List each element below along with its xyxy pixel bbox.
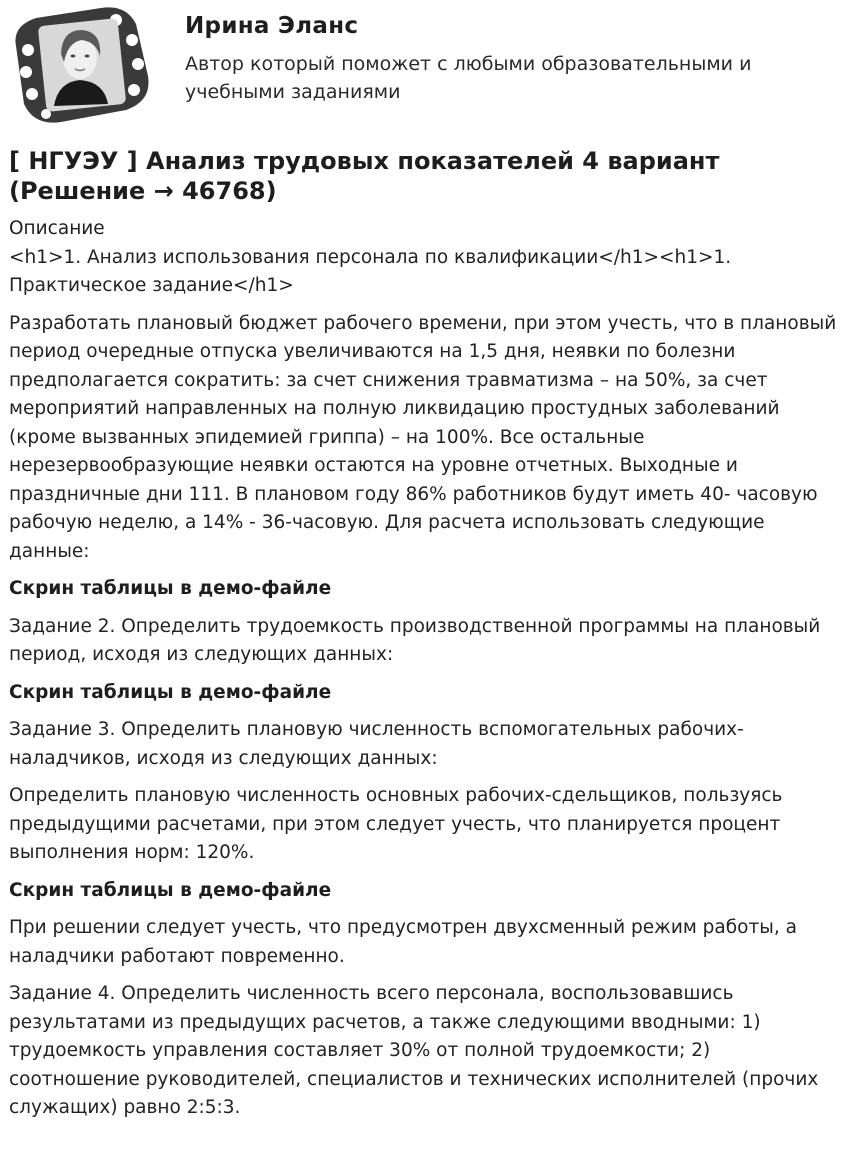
- author-description: Автор который поможет с любыми образовательными и учебными заданиями: [185, 53, 752, 103]
- author-name[interactable]: Ирина Эланс: [185, 13, 359, 39]
- author-info: [185, 11, 805, 106]
- description-paragraph: Задание 4. Определить численность всего персонала, воспользовавшись результатами из предыдущих расчетов, а также следующими вводными: 1) трудоемкость управления составляет 30% от полной трудоемкости; 2) соотношение руководителей, специалистов и технических исполнителей (прочих служащих) равно 2:5:3.: [9, 983, 819, 1118]
- description-label: Описание: [9, 218, 105, 239]
- product-content: [9, 146, 841, 1132]
- description-paragraph: При решении следует учесть, что предусмотрен двухсменный режим работы, а наладчики работают повременно.: [9, 917, 797, 967]
- demo-file-note: Скрин таблицы в демо-файле: [9, 879, 332, 901]
- author-photo-filmstrip-icon: [6, 6, 152, 126]
- demo-file-note: Скрин таблицы в демо-файле: [9, 681, 332, 703]
- demo-file-note: Скрин таблицы в демо-файле: [9, 578, 332, 599]
- page-title: [ НГУЭУ ] Анализ трудовых показателей 4 вариант (Решение → 46768): [9, 147, 720, 205]
- description-paragraph: Разработать плановый бюджет рабочего времени, при этом учесть, что в плановый период очередные отпуска увеличиваются на 1,5 дня, неявки по болезни предполагается сократить: за счет снижения травматизма – на 50%, за счет мероприятий направленных на полную ликвидацию простудных заболеваний (кроме вызванных эпидемией гриппа) – на 100%. Все остальные нерезервообразующие неявки остаются на уровне отчетных. Выходные и праздничные дни 111. В плановом году 86% работников будут иметь 40- часовую рабочую неделю, а 14% - 36-часовую. Для расчета использовать следующие данные:: [9, 312, 837, 562]
- description-paragraph: Задание 3. Определить плановую численность вспомогательных рабочих-наладчиков, исходя из следующих данных:: [9, 719, 744, 769]
- description-paragraph: <h1>1. Анализ использования персонала по квалификации</h1><h1>1. Практическое задание</h1>: [9, 246, 732, 296]
- author-header: [0, 0, 847, 130]
- avatar[interactable]: [6, 6, 152, 126]
- description-paragraph: Задание 2. Определить трудоемкость производственной программы на плановый период, исходя из следующих данных:: [9, 615, 821, 665]
- description-paragraph: Определить плановую численность основных рабочих-сдельщиков, пользуясь предыдущими расчетами, при этом следует учесть, что планируется процент выполнения норм: 120%.: [9, 785, 783, 863]
